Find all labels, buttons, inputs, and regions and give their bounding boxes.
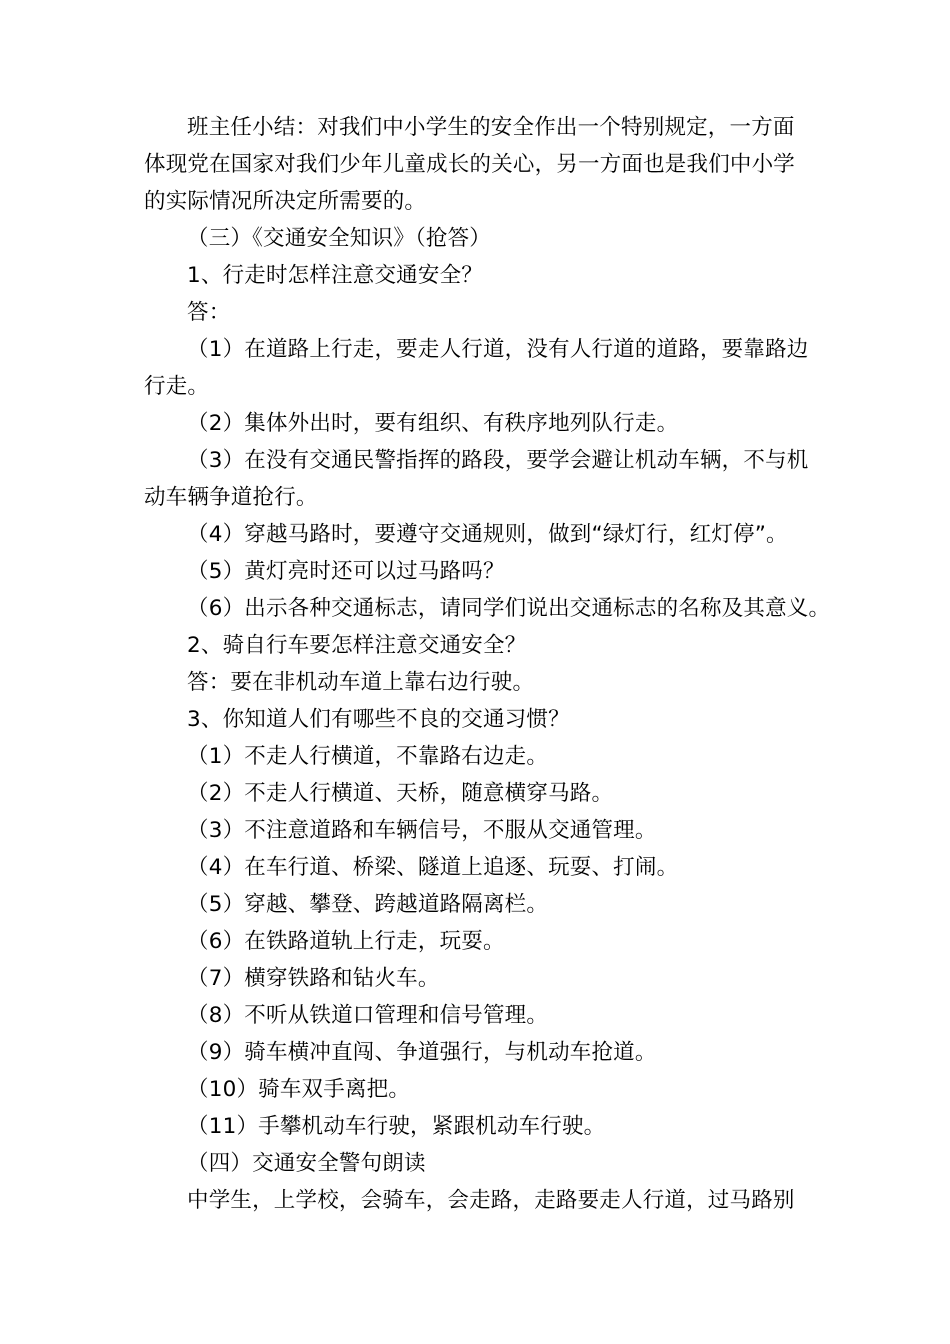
list-item: （10）骑车双手离把。 <box>187 1077 411 1102</box>
list-item-continuation: 行走。 <box>144 374 210 399</box>
paragraph-line: 班主任小结：对我们中小学生的安全作出一个特别规定，一方面 <box>187 115 795 140</box>
answer-label: 答： <box>187 300 231 325</box>
list-item: （3）不注意道路和车辆信号，不服从交通管理。 <box>187 818 657 843</box>
list-item: （7）横穿铁路和钻火车。 <box>187 966 440 991</box>
list-item-continuation: 动车辆争道抢行。 <box>144 485 318 510</box>
list-item: （11）手攀机动车行驶，紧跟机动车行驶。 <box>187 1114 606 1139</box>
list-item: （6）出示各种交通标志，请同学们说出交通标志的名称及其意义。 <box>187 596 831 621</box>
paragraph-line: 中学生，上学校，会骑车，会走路，走路要走人行道，过马路别 <box>187 1188 795 1213</box>
question-line: 3、你知道人们有哪些不良的交通习惯？ <box>187 707 570 732</box>
paragraph-line: 的实际情况所决定所需要的。 <box>144 189 427 214</box>
list-item: （3）在没有交通民警指挥的路段，要学会避让机动车辆，不与机 <box>187 448 809 473</box>
list-item: （4）在车行道、桥梁、隧道上追逐、玩耍、打闹。 <box>187 855 679 880</box>
list-item: （5）穿越、攀登、跨越道路隔离栏。 <box>187 892 549 917</box>
list-item: （2）集体外出时，要有组织、有秩序地列队行走。 <box>187 411 679 436</box>
list-item: （6）在铁路道轨上行走，玩耍。 <box>187 929 505 954</box>
question-line: 1、行走时怎样注意交通安全？ <box>187 263 483 288</box>
question-line: 2、骑自行车要怎样注意交通安全？ <box>187 633 527 658</box>
list-item: （4）穿越马路时，要遵守交通规则，做到“绿灯行，红灯停”。 <box>187 522 788 547</box>
list-item: （5）黄灯亮时还可以过马路吗？ <box>187 559 505 584</box>
section-heading: （四）交通安全警句朗读 <box>187 1151 426 1176</box>
list-item: （8）不听从铁道口管理和信号管理。 <box>187 1003 549 1028</box>
section-heading: （三）《交通安全知识》（抢答） <box>187 226 492 251</box>
list-item: （1）在道路上行走，要走人行道，没有人行道的道路，要靠路边 <box>187 337 809 362</box>
list-item: （1）不走人行横道，不靠路右边走。 <box>187 744 549 769</box>
answer-line: 答：要在非机动车道上靠右边行驶。 <box>187 670 535 695</box>
paragraph-line: 体现党在国家对我们少年儿童成长的关心，另一方面也是我们中小学 <box>144 152 796 177</box>
list-item: （9）骑车横冲直闯、争道强行，与机动车抢道。 <box>187 1040 657 1065</box>
list-item: （2）不走人行横道、天桥，随意横穿马路。 <box>187 781 614 806</box>
